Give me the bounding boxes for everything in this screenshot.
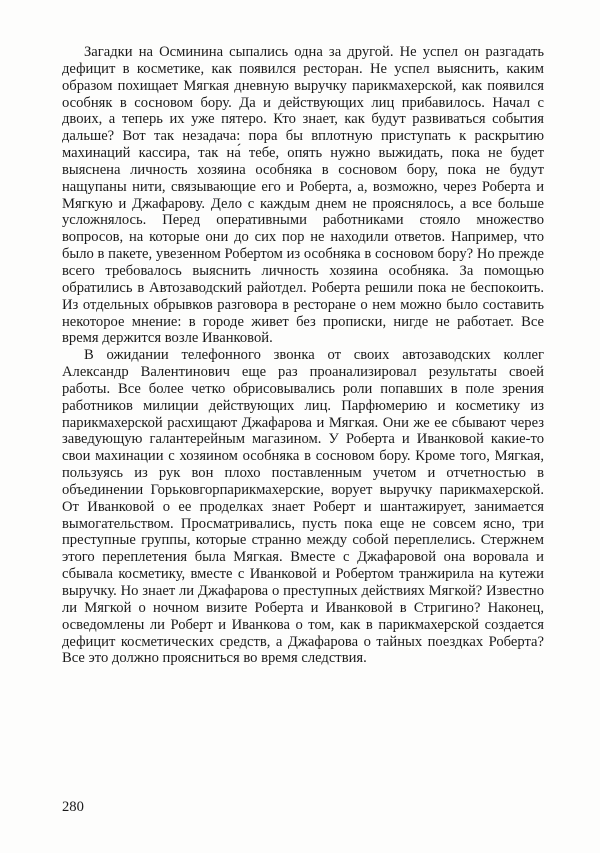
body-text (62, 44, 544, 667)
paragraph-1: Загадки на Осминина сыпались одна за другой. Не успел он разгадать дефицит в косметике, как появился ресторан. Не успел выяснить, каким образом похищает Мягкая дневную выручку парикмахерской, как появился особняк в сосновом бору. Да и действующих лиц прибавилось. Начал с двоих, а теперь их уже пятеро. Кто знает, как будут развиваться события дальше? Вот так незадача: пора бы вплотную приступать к раскрытию махинаций кассира, так на́ тебе, опять нужно выжидать, пока не будет выяснена личность хозяина особняка в сосновом бору, пока не будут нащупаны нити, связывающие его и Роберта, а, возможно, через Роберта и Мягкую и Джафарову. Дело с каждым днем не прояснялось, а все больше усложнялось. Перед оперативными работниками стояло множество вопросов, на которые они до сих пор не находили ответов. Например, что было в пакете, увезенном Робертом из особняка в сосновом бору? Но прежде всего требовалось выяснить личность хозяина особняка. За помощью обратились в Автозаводский райотдел. Роберта решили пока не беспокоить. Из отдельных обрывков разговора в ресторане о нем можно было составить некоторое мнение: в городе живет без прописки, нигде не работает. Все время держится возле Иванковой. (62, 44, 544, 347)
paragraph-2: В ожидании телефонного звонка от своих автозаводских коллег Александр Валентинович еще раз проанализировал результаты своей работы. Все более четко обрисовывались роли попавших в поле зрения работников милиции действующих лиц. Парфюмерию и косметику из парикмахерской расхищают Джафарова и Мягкая. Они же ее сбывают через заведующую галантерейным магазином. У Роберта и Иванковой какие-то свои махинации с хозяином особняка в сосновом бору. Кроме того, Мягкая, пользуясь из рук вон плохо поставленным учетом и отчетностью в объединении Горьковгорпарикмахерские, ворует выручку парикмахерской. От Иванковой о ее проделках знает Роберт и шантажирует, занимается вымогательством. Просматривались, пусть пока еще не совсем ясно, три преступные группы, которые странно между собой переплелись. Стержнем этого переплетения была Мягкая. Вместе с Джафаровой она воровала и сбывала косметику, вместе с Иванковой и Робертом транжирила на кутежи выручку. Но знает ли Джафарова о преступных действиях Мягкой? Известно ли Мягкой о ночном визите Роберта и Иванковой в Стригино? Наконец, осведомлены ли Роберт и Иванкова о том, как в парикмахерской создается дефицит косметических средств, а Джафарова о тайных поездках Роберта? Все это должно проясниться во время следствия. (62, 347, 544, 667)
page-number: 280 (62, 799, 84, 815)
